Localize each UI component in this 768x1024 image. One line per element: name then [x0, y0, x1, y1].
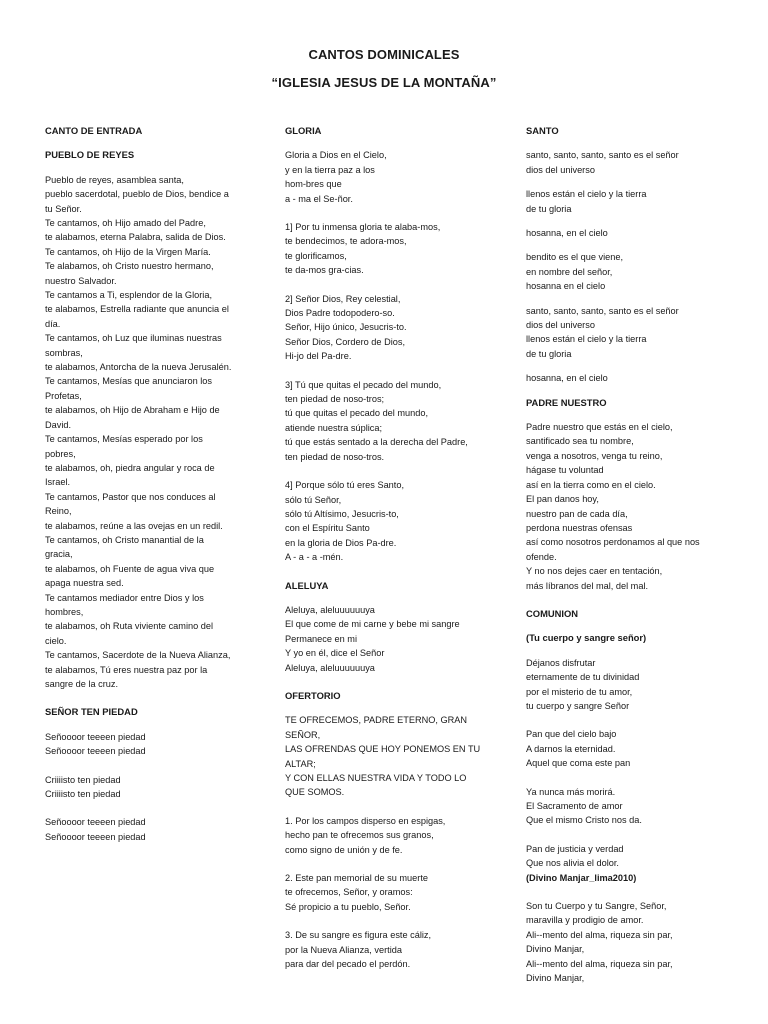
section-heading-gloria: GLORIA	[285, 125, 322, 136]
lyrics-ofertorio-2: 1. Por los campos disperso en espigas, hecho pan te ofrecemos sus granos, como signo de unión y de fe.	[285, 815, 446, 855]
column-3	[526, 124, 726, 985]
lyrics-comunion-4: Pan de justicia y verdad Que nos alivia el dolor.	[526, 843, 624, 869]
section-heading-piedad: SEÑOR TEN PIEDAD	[45, 706, 138, 718]
lyrics-gloria-3: 2] Señor Dios, Rey celestial, Dios Padre todopodero-so. Señor, Hijo único, Jesucris-to. Señor Dios, Cordero de Dios, Hi-jo del Pa-dre.	[285, 293, 407, 362]
section-heading-santo: SANTO	[526, 125, 559, 136]
lyrics-ofertorio-3: 2. Este pan memorial de su muerte te ofrecemos, Señor, y oramos: Sé propicio a tu pueblo, Señor.	[285, 873, 428, 912]
page-subtitle: “IGLESIA JESUS DE LA MONTAÑA”	[271, 75, 497, 90]
lyrics-padre-nuestro: Padre nuestro que estás en el cielo, santificado sea tu nombre, venga a nosotros, venga tu reino, hágase tu voluntad así en la tierra como en el cielo. El pan danos hoy, nuestro pan de cada día, perdona nuestras ofensas así como nosotros perdonamos al que nos ofende. Y no nos dejes caer en tentación, más líbranos del mal, del mal.	[526, 422, 700, 591]
song-title-tu-cuerpo-y-sangre: (Tu cuerpo y sangre señor)	[526, 632, 647, 644]
lyrics-piedad-3: Señoooor teeeen piedad Señoooor teeeen piedad	[45, 817, 146, 842]
page-title: CANTOS DOMINICALES	[308, 47, 460, 62]
section-heading-aleluya: ALELUYA	[285, 579, 329, 591]
lyrics-ofertorio-1: TE OFRECEMOS, PADRE ETERNO, GRAN SEÑOR, LAS OFRENDAS QUE HOY PONEMOS EN TU ALTAR; Y CON ELLAS NUESTRA VIDA Y TODO LO QUE SOMOS.	[285, 715, 481, 798]
lyrics-comunion-2: Pan que del cielo bajo A darnos la eternidad. Aquel que coma este pan	[526, 729, 631, 769]
lyrics-santo-1: santo, santo, santo, santo es el señor dios del universo	[526, 150, 679, 175]
lyrics-santo-2: llenos están el cielo y la tierra de tu gloria	[526, 189, 647, 214]
lyrics-aleluya: Aleluya, aleluuuuuuya El que come de mi carne y bebe mi sangre Permanece en mi Y yo en él, dice el Señor Aleluya, aleluuuuuuya	[285, 604, 460, 673]
lyrics-entrada: Pueblo de reyes, asamblea santa, pueblo sacerdotal, pueblo de Dios, bendice a tu Señor. Te cantamos, oh Hijo amado del Padre, te alabamos, eterna Palabra, salida de Dios. Te cantamos, oh Hijo de la Virgen María. Te alabamos, oh Cristo nuestro hermano, nuestro Salvador. Te cantamos a Ti, esplendor de la Gloria, te alabamos, Estrella radiante que anuncia el día. Te cantamos, oh Luz que iluminas nuestras sombras, te alabamos, Antorcha de la nueva Jerusalén. Te cantamos, Mesías que anunciaron los Profetas, te alabamos, oh Hijo de Abraham e Hijo de David. Te cantamos, Mesías esperado por los pobres, te alabamos, oh, piedra angular y roca de Israel. Te cantamos, Pastor que nos conduces al Reino, te alabamos, reúne a las ovejas en un redil. Te cantamos, oh Cristo manantial de la gracia, te alabamos, oh Fuente de agua viva que apaga nuestra sed. Te cantamos mediador entre Dios y los hombres, te alabamos, oh Ruta viviente camino del cielo. Te cantamos, Sacerdote de la Nueva Alianza, te alabamos, Tú eres nuestra paz por la sangre de la cruz.	[45, 174, 232, 689]
section-heading-padre-nuestro: PADRE NUESTRO	[526, 396, 607, 408]
lyrics-comunion-3: Ya nunca más morirá. El Sacramento de amor Que el mismo Cristo nos da.	[526, 786, 642, 826]
song-credit: (Divino Manjar_lima2010)	[526, 872, 637, 883]
lyrics-comunion-1: Déjanos disfrutar eternamente de tu divinidad por el misterio de tu amor, tu cuerpo y sangre Señor	[526, 657, 640, 711]
section-heading-ofertorio: OFERTORIO	[285, 689, 341, 701]
lyrics-gloria-5: 4] Porque sólo tú eres Santo, sólo tú Señor, sólo tú Altísimo, Jesucris-to, con el Espíritu Santo en la gloria de Dios Pa-dre. A - a - a -mén.	[285, 480, 405, 563]
column-1	[45, 124, 250, 844]
lyrics-santo-6: hosanna, en el cielo	[526, 373, 608, 384]
lyrics-gloria-4: 3] Tú que quitas el pecado del mundo, ten piedad de noso-tros; tú que quitas el pecado del mundo, atiende nuestra súplica; tú que estás sentado a la derecha del Padre, ten piedad de noso-tros.	[285, 379, 468, 462]
section-heading-entrada: CANTO DE ENTRADA	[45, 125, 143, 136]
lyrics-santo-4: bendito es el que viene, en nombre del señor, hosanna en el cielo	[526, 252, 624, 292]
lyrics-piedad-2: Criiiisto ten piedad Criiiisto ten piedad	[45, 774, 121, 800]
song-title-pueblo-de-reyes: PUEBLO DE REYES	[45, 149, 135, 161]
lyrics-piedad-1: Señoooor teeeen piedad Señoooor teeeen piedad	[45, 731, 146, 757]
lyrics-gloria-1: Gloria a Dios en el Cielo, y en la tierra paz a los hom-bres que a - ma el Se-ñor.	[285, 150, 387, 204]
lyrics-comunion-5: Son tu Cuerpo y tu Sangre, Señor, maravilla y prodigio de amor. Ali--mento del alma, riqueza sin par, Divino Manjar, Ali--mento del alma, riqueza sin par, Divino Manjar,	[526, 901, 673, 984]
column-2	[285, 124, 490, 971]
lyrics-gloria-2: 1] Por tu inmensa gloria te alaba-mos, te bendecimos, te adora-mos, te glorificamos, te da-mos gra-cias.	[285, 222, 441, 276]
lyrics-santo-5: santo, santo, santo, santo es el señor dios del universo llenos están el cielo y la tierra de tu gloria	[526, 305, 679, 359]
lyrics-santo-3: hosanna, en el cielo	[526, 228, 608, 239]
section-heading-comunion: COMUNION	[526, 607, 579, 619]
lyrics-ofertorio-4: 3. De su sangre es figura este cáliz, por la Nueva Alianza, vertida para dar del pecado el perdón.	[285, 930, 432, 970]
